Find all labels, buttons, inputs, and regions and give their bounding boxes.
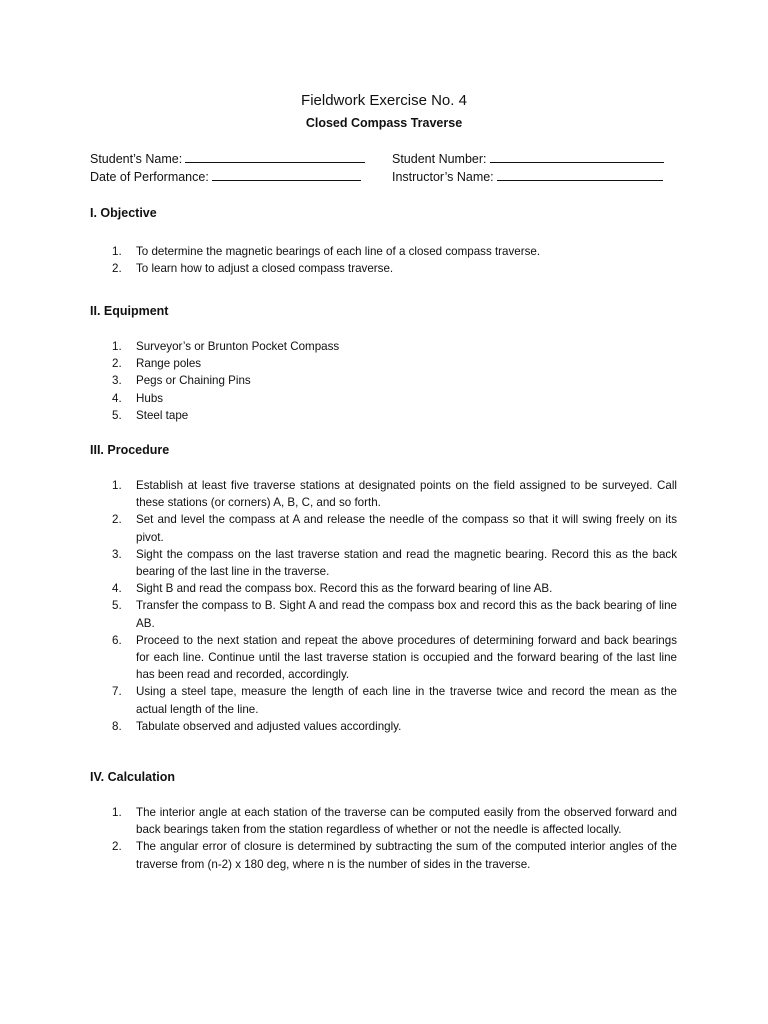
student-number-field (392, 150, 664, 166)
list-item (90, 338, 677, 355)
list-number: 2. (112, 262, 122, 276)
fields-row-1 (90, 150, 680, 168)
list-item (90, 838, 677, 872)
list-item-text: Sight B and read the compass box. Record this as the forward bearing of line AB. (136, 582, 553, 596)
list-item (90, 407, 677, 424)
page-title: Fieldwork Exercise No. 4 (301, 92, 467, 109)
list-item (90, 477, 677, 511)
list-item-text: Establish at least five traverse stations at designated points on the field assigned to be surveyed. Call these stations (or corners) A, B, C, and so forth. (136, 479, 677, 510)
list-item (90, 390, 677, 407)
list-number: 2. (112, 357, 122, 371)
list-number: 7. (112, 685, 122, 699)
equipment-heading: II. Equipment (90, 304, 169, 318)
list-item-text: To determine the magnetic bearings of each line of a closed compass traverse. (136, 245, 541, 258)
list-item (90, 511, 677, 545)
list-number: 6. (112, 633, 122, 647)
list-number: 1. (112, 245, 122, 258)
list-number: 1. (112, 340, 122, 353)
instructor-name-blank[interactable] (497, 168, 663, 181)
list-number: 1. (112, 806, 122, 819)
list-item-text: Range poles (136, 357, 202, 371)
student-number-label: Student Number: (392, 152, 487, 166)
list-item-text: The interior angle at each station of the traverse can be computed easily from the observed forward and back bearings taken from the station regardless of whether or not the needle is affected locally. (136, 806, 677, 837)
list-number: 5. (112, 599, 122, 613)
date-of-performance-field (90, 168, 361, 184)
fields-row-2 (90, 168, 680, 186)
objective-heading: I. Objective (90, 206, 157, 220)
list-item (90, 580, 677, 597)
list-number: 4. (112, 582, 122, 596)
instructor-name-label: Instructor’s Name: (392, 170, 494, 184)
date-of-performance-label: Date of Performance: (90, 170, 209, 184)
list-item (90, 683, 677, 717)
list-number: 5. (112, 408, 122, 422)
list-number: 4. (112, 391, 122, 405)
list-number: 3. (112, 374, 122, 388)
student-number-blank[interactable] (490, 150, 664, 163)
list-item-text: Surveyor’s or Brunton Pocket Compass (136, 340, 340, 353)
list-item-text: To learn how to adjust a closed compass traverse. (136, 262, 394, 276)
list-item (90, 243, 677, 260)
date-of-performance-blank[interactable] (212, 168, 361, 181)
list-item-text: Tabulate observed and adjusted values accordingly. (136, 719, 402, 733)
list-item-text: Using a steel tape, measure the length of each line in the traverse twice and record the mean as the actual length of the line. (136, 685, 677, 716)
student-name-field (90, 150, 365, 166)
list-item (90, 355, 677, 372)
instructor-name-field (392, 168, 663, 184)
list-number: 2. (112, 513, 122, 527)
list-item (90, 597, 677, 631)
objective-list (90, 243, 677, 277)
list-item (90, 260, 677, 277)
list-item-text: The angular error of closure is determined by subtracting the sum of the computed interior angles of the traverse from (n-2) x 180 deg, where n is the number of sides in the traverse. (136, 840, 677, 871)
list-item-text: Steel tape (136, 408, 189, 422)
list-item (90, 804, 677, 838)
list-number: 3. (112, 547, 122, 561)
student-name-blank[interactable] (185, 150, 365, 163)
list-item (90, 632, 677, 684)
list-item (90, 718, 677, 735)
procedure-list (90, 477, 677, 735)
procedure-heading: III. Procedure (90, 443, 170, 457)
list-item-text: Proceed to the next station and repeat the above procedures of determining forward and back bearings for each line. Continue until the last traverse station is occupied and the forward bearing of the last line has been read and recorded, accordingly. (136, 633, 677, 682)
calculation-heading: IV. Calculation (90, 770, 175, 784)
list-item-text: Transfer the compass to B. Sight A and read the compass box and record this as the back bearing of line AB. (136, 599, 677, 630)
list-item-text: Set and level the compass at A and release the needle of the compass so that it will swing freely on its pivot. (136, 513, 677, 544)
list-item (90, 546, 677, 580)
equipment-list (90, 338, 677, 424)
student-name-label: Student’s Name: (90, 152, 183, 166)
list-number: 8. (112, 719, 122, 733)
list-item-text: Pegs or Chaining Pins (136, 374, 251, 388)
list-number: 1. (112, 479, 122, 492)
list-item (90, 372, 677, 389)
calculation-list (90, 804, 677, 873)
page-subtitle: Closed Compass Traverse (305, 116, 463, 130)
list-item-text: Hubs (136, 391, 164, 405)
list-number: 2. (112, 840, 122, 854)
list-item-text: Sight the compass on the last traverse station and read the magnetic bearing. Record this as the back bearing of the last line in the traverse. (136, 547, 677, 579)
